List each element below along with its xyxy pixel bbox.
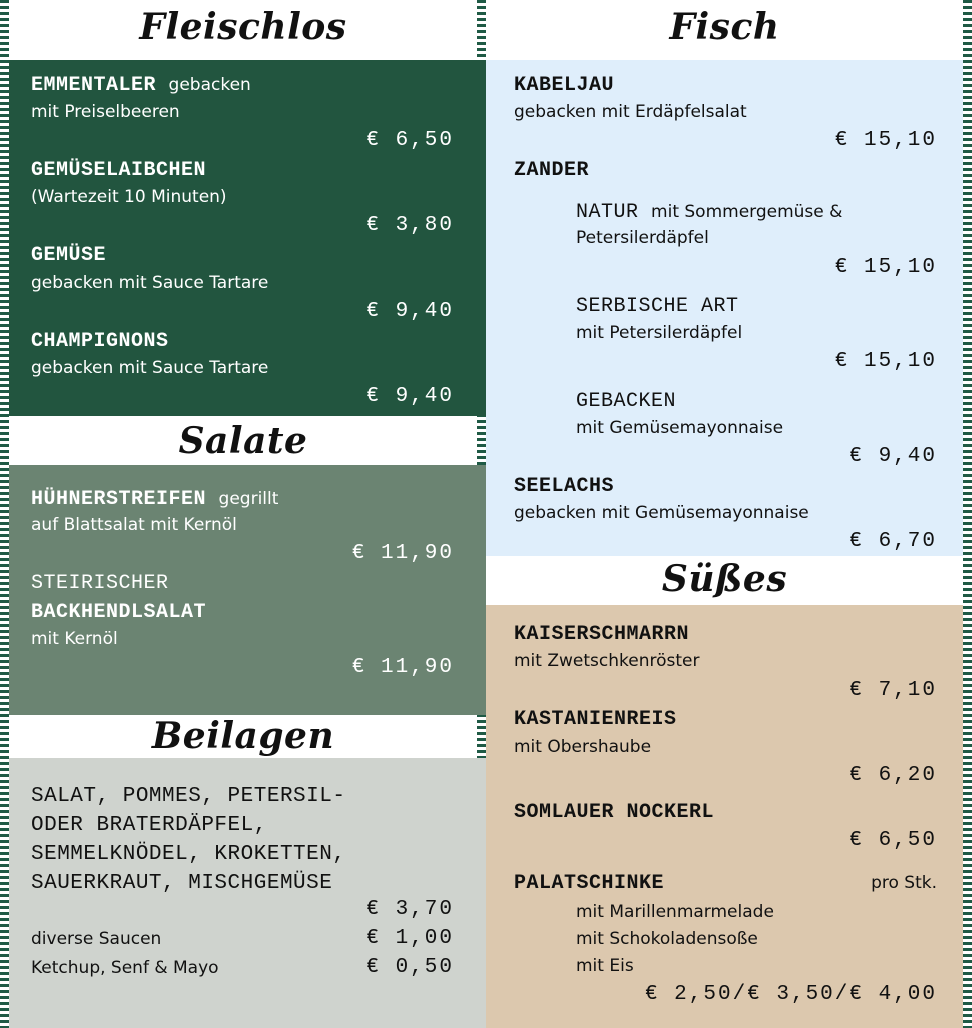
menu-item-name: GEMÜSELAIBCHEN bbox=[31, 159, 207, 182]
menu-item-price: € 3,80 bbox=[366, 214, 454, 237]
suesses-section bbox=[486, 605, 963, 1028]
fisch-section bbox=[486, 60, 963, 556]
menu-item-description: mit Obershaube bbox=[514, 737, 652, 757]
beilagen-heading: Beilagen bbox=[151, 715, 335, 757]
menu-item-price: € 6,50 bbox=[366, 129, 454, 152]
option-label: mit Eis bbox=[576, 956, 634, 976]
menu-item-price: € 7,10 bbox=[849, 679, 937, 702]
unit-label: pro Stk. bbox=[871, 873, 937, 893]
option-label: mit Schokoladensoße bbox=[576, 929, 758, 949]
menu-item-name-line1: STEIRISCHER bbox=[31, 572, 169, 595]
menu-item-name: CHAMPIGNONS bbox=[31, 330, 169, 353]
menu-item-description: gebacken mit Gemüsemayonnaise bbox=[514, 503, 809, 523]
menu-item-price: € 6,20 bbox=[849, 764, 937, 787]
menu-item-description: gebacken mit Sauce Tartare bbox=[31, 358, 269, 378]
menu-item-name: SEELACHS bbox=[514, 475, 615, 498]
sides-line: SAUERKRAUT, MISCHGEMÜSE bbox=[31, 872, 333, 895]
fleischlos-section bbox=[9, 60, 486, 416]
sub-item-price: € 9,40 bbox=[849, 445, 937, 468]
menu-item-name: GEMÜSE bbox=[31, 244, 107, 267]
menu-item-description: mit Kernöl bbox=[31, 629, 118, 649]
extra-price: € 0,50 bbox=[366, 956, 454, 979]
sides-line: SALAT, POMMES, PETERSIL- bbox=[31, 785, 346, 808]
sub-item-price: € 15,10 bbox=[834, 256, 937, 279]
menu-item-description: auf Blattsalat mit Kernöl bbox=[31, 515, 237, 535]
menu-item-name: EMMENTALER gebacken bbox=[31, 74, 251, 97]
menu-item-price: € 11,90 bbox=[351, 656, 454, 679]
sub-item-description: mit Petersilerdäpfel bbox=[576, 323, 743, 343]
extra-label: Ketchup, Senf & Mayo bbox=[31, 958, 219, 978]
menu-item-name: ZANDER bbox=[514, 159, 590, 182]
menu-item-price: € 6,50 bbox=[849, 829, 937, 852]
extra-price: € 1,00 bbox=[366, 927, 454, 950]
menu-item-description: (Wartezeit 10 Minuten) bbox=[31, 187, 227, 207]
salate-heading: Salate bbox=[178, 420, 308, 462]
sub-item-description: Petersilerdäpfel bbox=[576, 228, 709, 248]
menu-item-description: mit Preiselbeeren bbox=[31, 102, 180, 122]
menu-item-name-line2: BACKHENDLSALAT bbox=[31, 601, 207, 624]
sides-line: SEMMELKNÖDEL, KROKETTEN, bbox=[31, 843, 346, 866]
sides-price: € 3,70 bbox=[366, 898, 454, 921]
menu-item-price: € 9,40 bbox=[366, 300, 454, 323]
suesses-heading: Süßes bbox=[661, 558, 788, 600]
menu-item-name: PALATSCHINKE bbox=[514, 872, 665, 895]
menu-item-price: € 11,90 bbox=[351, 542, 454, 565]
menu-item-price: € 15,10 bbox=[834, 129, 937, 152]
beilagen-section bbox=[9, 758, 486, 1028]
sub-item-name: GEBACKEN bbox=[576, 390, 677, 413]
menu-item-price: € 6,70 bbox=[849, 530, 937, 553]
sub-item-name: NATUR mit Sommergemüse & bbox=[576, 201, 843, 224]
menu-item-description: gebacken mit Erdäpfelsalat bbox=[514, 102, 747, 122]
sub-item-description: mit Gemüsemayonnaise bbox=[576, 418, 784, 438]
option-label: mit Marillenmarmelade bbox=[576, 902, 774, 922]
left-border-stripe bbox=[0, 0, 9, 1028]
menu-item-name: KAISERSCHMARRN bbox=[514, 623, 690, 646]
menu-item-description: gebacken mit Sauce Tartare bbox=[31, 273, 269, 293]
sides-list bbox=[31, 782, 345, 898]
menu-item-description: mit Zwetschkenröster bbox=[514, 651, 700, 671]
fleischlos-heading: Fleischlos bbox=[139, 6, 347, 48]
fisch-heading: Fisch bbox=[669, 6, 780, 48]
sides-line: ODER BRATERDÄPFEL, bbox=[31, 814, 267, 837]
sub-item-name: SERBISCHE ART bbox=[576, 295, 739, 318]
right-border-stripe bbox=[963, 0, 972, 1028]
menu-item-price: € 2,50/€ 3,50/€ 4,00 bbox=[644, 983, 937, 1006]
menu-item-name: KASTANIENREIS bbox=[514, 708, 677, 731]
menu-item-name: HÜHNERSTREIFEN gegrillt bbox=[31, 488, 279, 511]
salate-section bbox=[9, 465, 486, 715]
extra-label: diverse Saucen bbox=[31, 929, 162, 949]
sub-item-price: € 15,10 bbox=[834, 350, 937, 373]
menu-item-name: SOMLAUER NOCKERL bbox=[514, 801, 715, 824]
menu-item-price: € 9,40 bbox=[366, 385, 454, 408]
menu-item-name: KABELJAU bbox=[514, 74, 615, 97]
